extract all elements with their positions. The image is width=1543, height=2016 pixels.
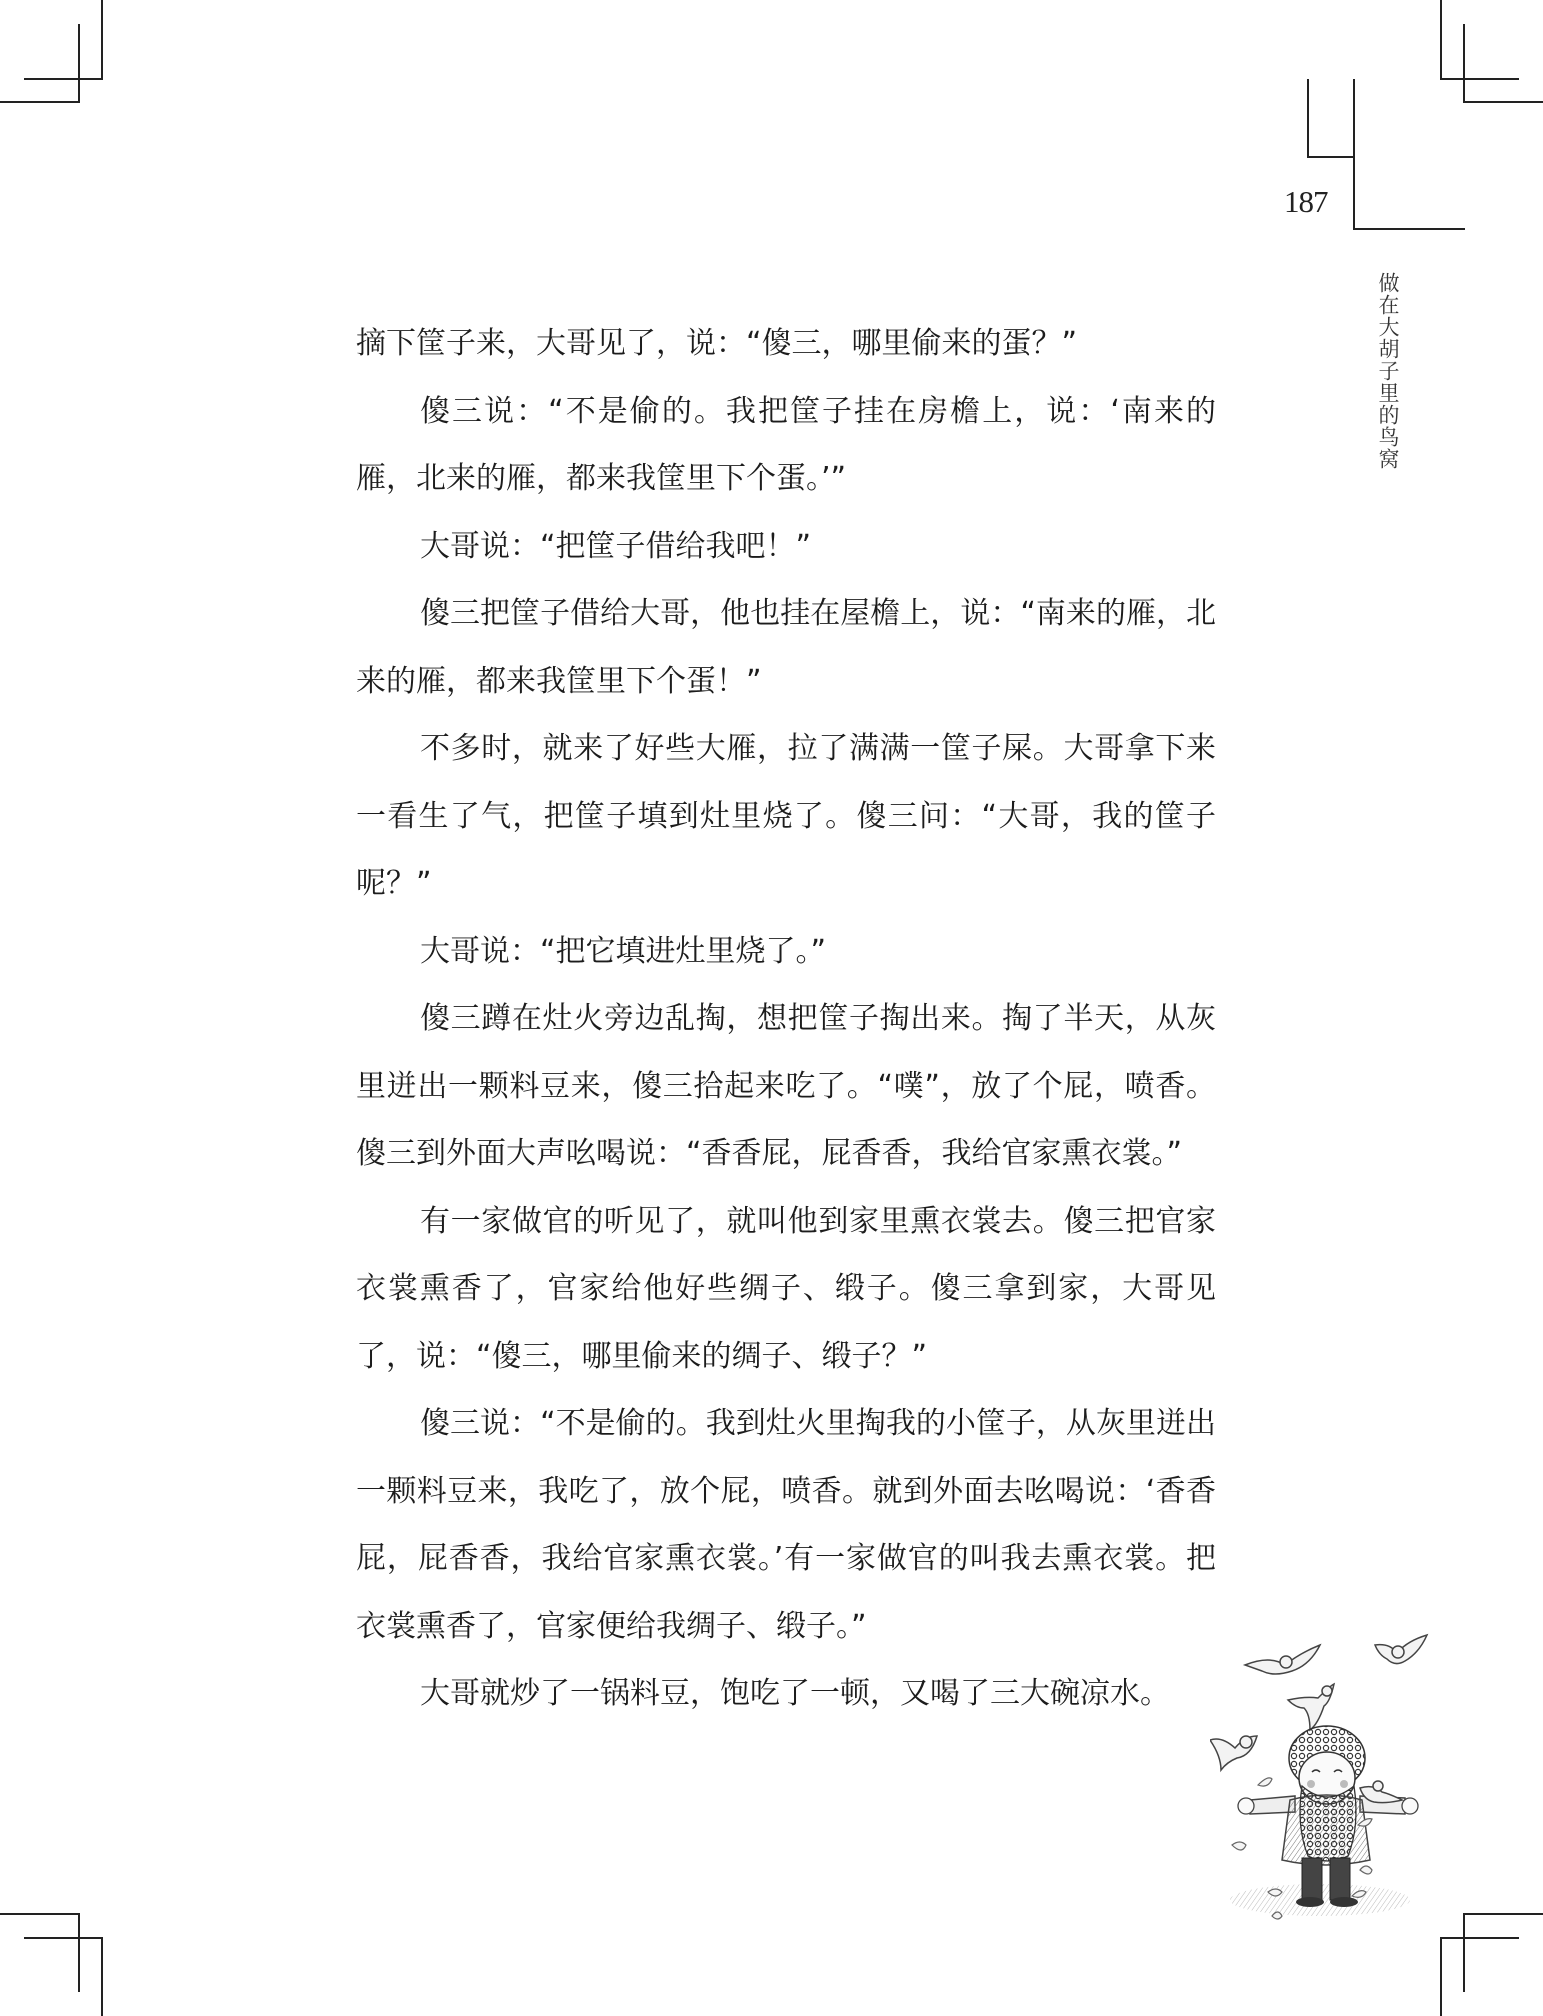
page-number: 187 xyxy=(1284,184,1328,219)
running-title: 做在大胡子里的鸟窝 xyxy=(1376,272,1400,470)
bird-icon xyxy=(1288,1684,1334,1730)
bird-icon xyxy=(1375,1635,1427,1664)
paragraph: 有一家做官的听见了，就叫他到家里熏衣裳去。傻三把官家衣裳熏香了，官家给他好些绸子、缎子。傻三拿到家，大哥见了，说：“傻三，哪里偷来的绸子、缎子？” xyxy=(356,1203,1216,1374)
bird-icon xyxy=(1210,1736,1257,1770)
body-text xyxy=(356,310,1216,1728)
paragraph: 傻三蹲在灶火旁边乱掏，想把筐子掏出来。掏了半天，从灰里迸出一颗料豆来，傻三拾起来吃了。“噗”，放了个屁，喷香。傻三到外面大声吆喝说：“香香屁，屁香香，我给官家熏衣裳。” xyxy=(356,1001,1216,1171)
paragraph: 不多时，就来了好些大雁，拉了满满一筐子屎。大哥拿下来一看生了气，把筐子填到灶里烧了。傻三问：“大哥，我的筐子呢？” xyxy=(356,731,1216,901)
paragraph: 大哥就炒了一锅料豆，饱吃了一顿，又喝了三大碗凉水。 xyxy=(420,1676,1170,1711)
bearded-man-illustration xyxy=(1210,1600,1540,1920)
bird-icon xyxy=(1245,1645,1320,1674)
paragraph: 傻三说：“不是偷的。我把筐子挂在房檐上，说：‘南来的雁，北来的雁，都来我筐里下个蛋。’” xyxy=(356,393,1216,496)
paragraph: 傻三说：“不是偷的。我到灶火里掏我的小筐子，从灰里迸出一颗料豆来，我吃了，放个屁，喷香。就到外面去吆喝说：‘香香屁，屁香香，我给官家熏衣裳。’有一家做官的叫我去熏衣裳。把衣裳熏香了，官家便给我绸子、缎子。” xyxy=(356,1406,1216,1644)
paragraph: 摘下筐子来，大哥见了，说：“傻三，哪里偷来的蛋？” xyxy=(356,326,1078,361)
paragraph: 傻三把筐子借给大哥，他也挂在屋檐上，说：“南来的雁，北来的雁，都来我筐里下个蛋！” xyxy=(356,596,1216,699)
paragraph: 大哥说：“把它填进灶里烧了。” xyxy=(420,933,827,969)
paragraph: 大哥说：“把筐子借给我吧！” xyxy=(420,528,812,564)
